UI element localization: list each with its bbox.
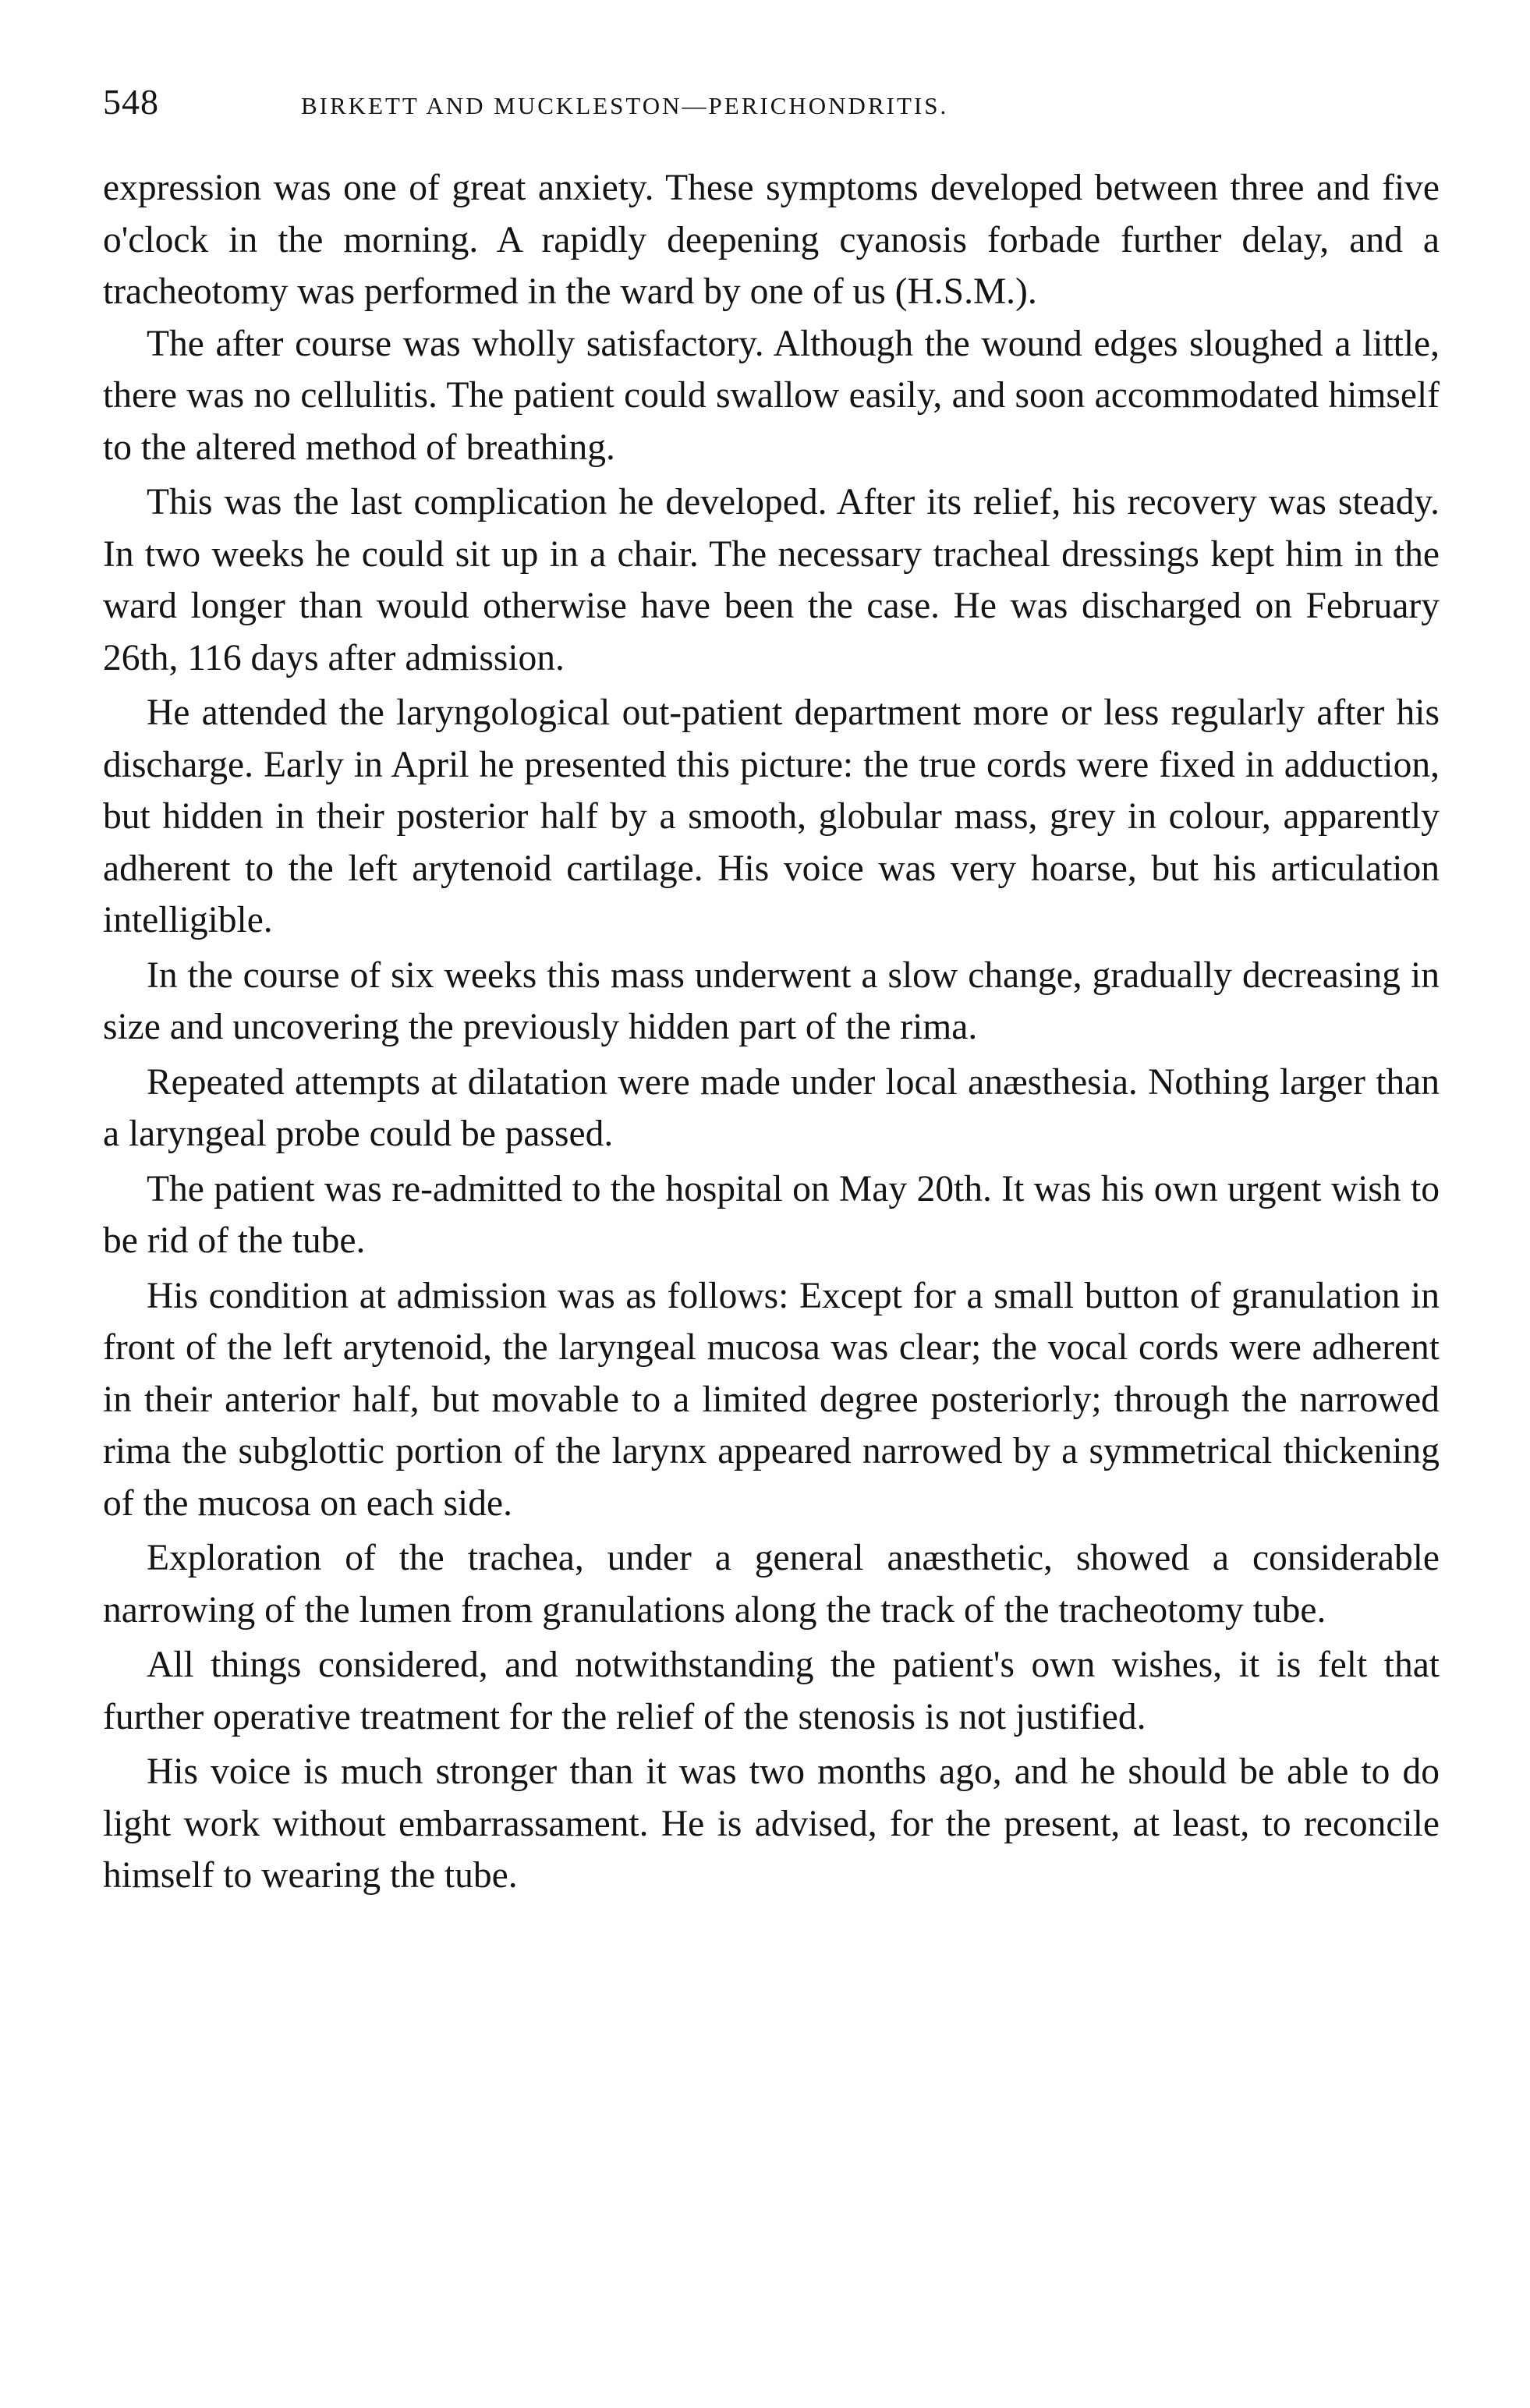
running-head: BIRKETT AND MUCKLESTON—PERICHONDRITIS. — [301, 92, 949, 119]
paragraph-10: All things considered, and notwithstanding the patient's own wishes, it is felt that further operative treatment for the relief of the stenosis is not justified. — [103, 1645, 1440, 1737]
paragraph-9: Exploration of the trachea, under a general anæsthetic, showed a considerable narrowing of the lumen from granulations along the track of the tracheotomy tube. — [103, 1538, 1440, 1631]
paragraph-8: His condition at admission was as follows: Except for a small button of granulation in front of the left arytenoid, the laryngeal mucosa was clear; the vocal cords were adherent in their anterior half, but movable to a limited degree posteriorly; through the narrowed rima the subglottic portion of the larynx appeared narrowed by a symmetrical thickening of the mucosa on each side. — [103, 1275, 1440, 1524]
paragraph-1: expression was one of great anxiety. These symptoms developed between three and five o'clock in the morning. A rapidly deepening cyanosis forbade further delay, and a tracheotomy was performed in the ward by one of us (H.S.M.). — [103, 168, 1440, 312]
paragraph-4: He attended the laryngological out-patient department more or less regularly after his discharge. Early in April he presented this picture: the true cords were fixed in adduction, but hidden in their posterior half by a smooth, globular mass, grey in colour, apparently adherent to the left arytenoid cartilage. His voice was very hoarse, but his articulation intelligible. — [103, 692, 1440, 940]
paragraph-7: The patient was re-admitted to the hospital on May 20th. It was his own urgent wish to be rid of the tube. — [103, 1168, 1440, 1261]
paragraph-5: In the course of six weeks this mass underwent a slow change, gradually decreasing in size and uncovering the previously hidden part of the rima. — [103, 954, 1440, 1047]
paragraph-3: This was the last complication he developed. After its relief, his recovery was steady. In two weeks he could sit up in a chair. The necessary tracheal dressings kept him in the ward longer than would otherwise have been the case. He was discharged on February 26th, 116 days after admission. — [103, 482, 1440, 678]
paragraph-2: The after course was wholly satisfactory. Although the wound edges sloughed a little, there was no cellulitis. The patient could swallow easily, and soon accommodated himself to the altered method of breathing. — [103, 323, 1440, 468]
page-number: 548 — [103, 82, 159, 122]
paragraph-6: Repeated attempts at dilatation were made under local anæsthesia. Nothing larger than a laryngeal probe could be passed. — [103, 1061, 1440, 1154]
page-header — [103, 81, 1440, 136]
article-body — [103, 162, 1440, 1902]
paragraph-11: His voice is much stronger than it was two months ago, and he should be able to do light work without embarrassament. He is advised, for the present, at least, to reconcile himself to wearing the tube. — [103, 1751, 1440, 1896]
